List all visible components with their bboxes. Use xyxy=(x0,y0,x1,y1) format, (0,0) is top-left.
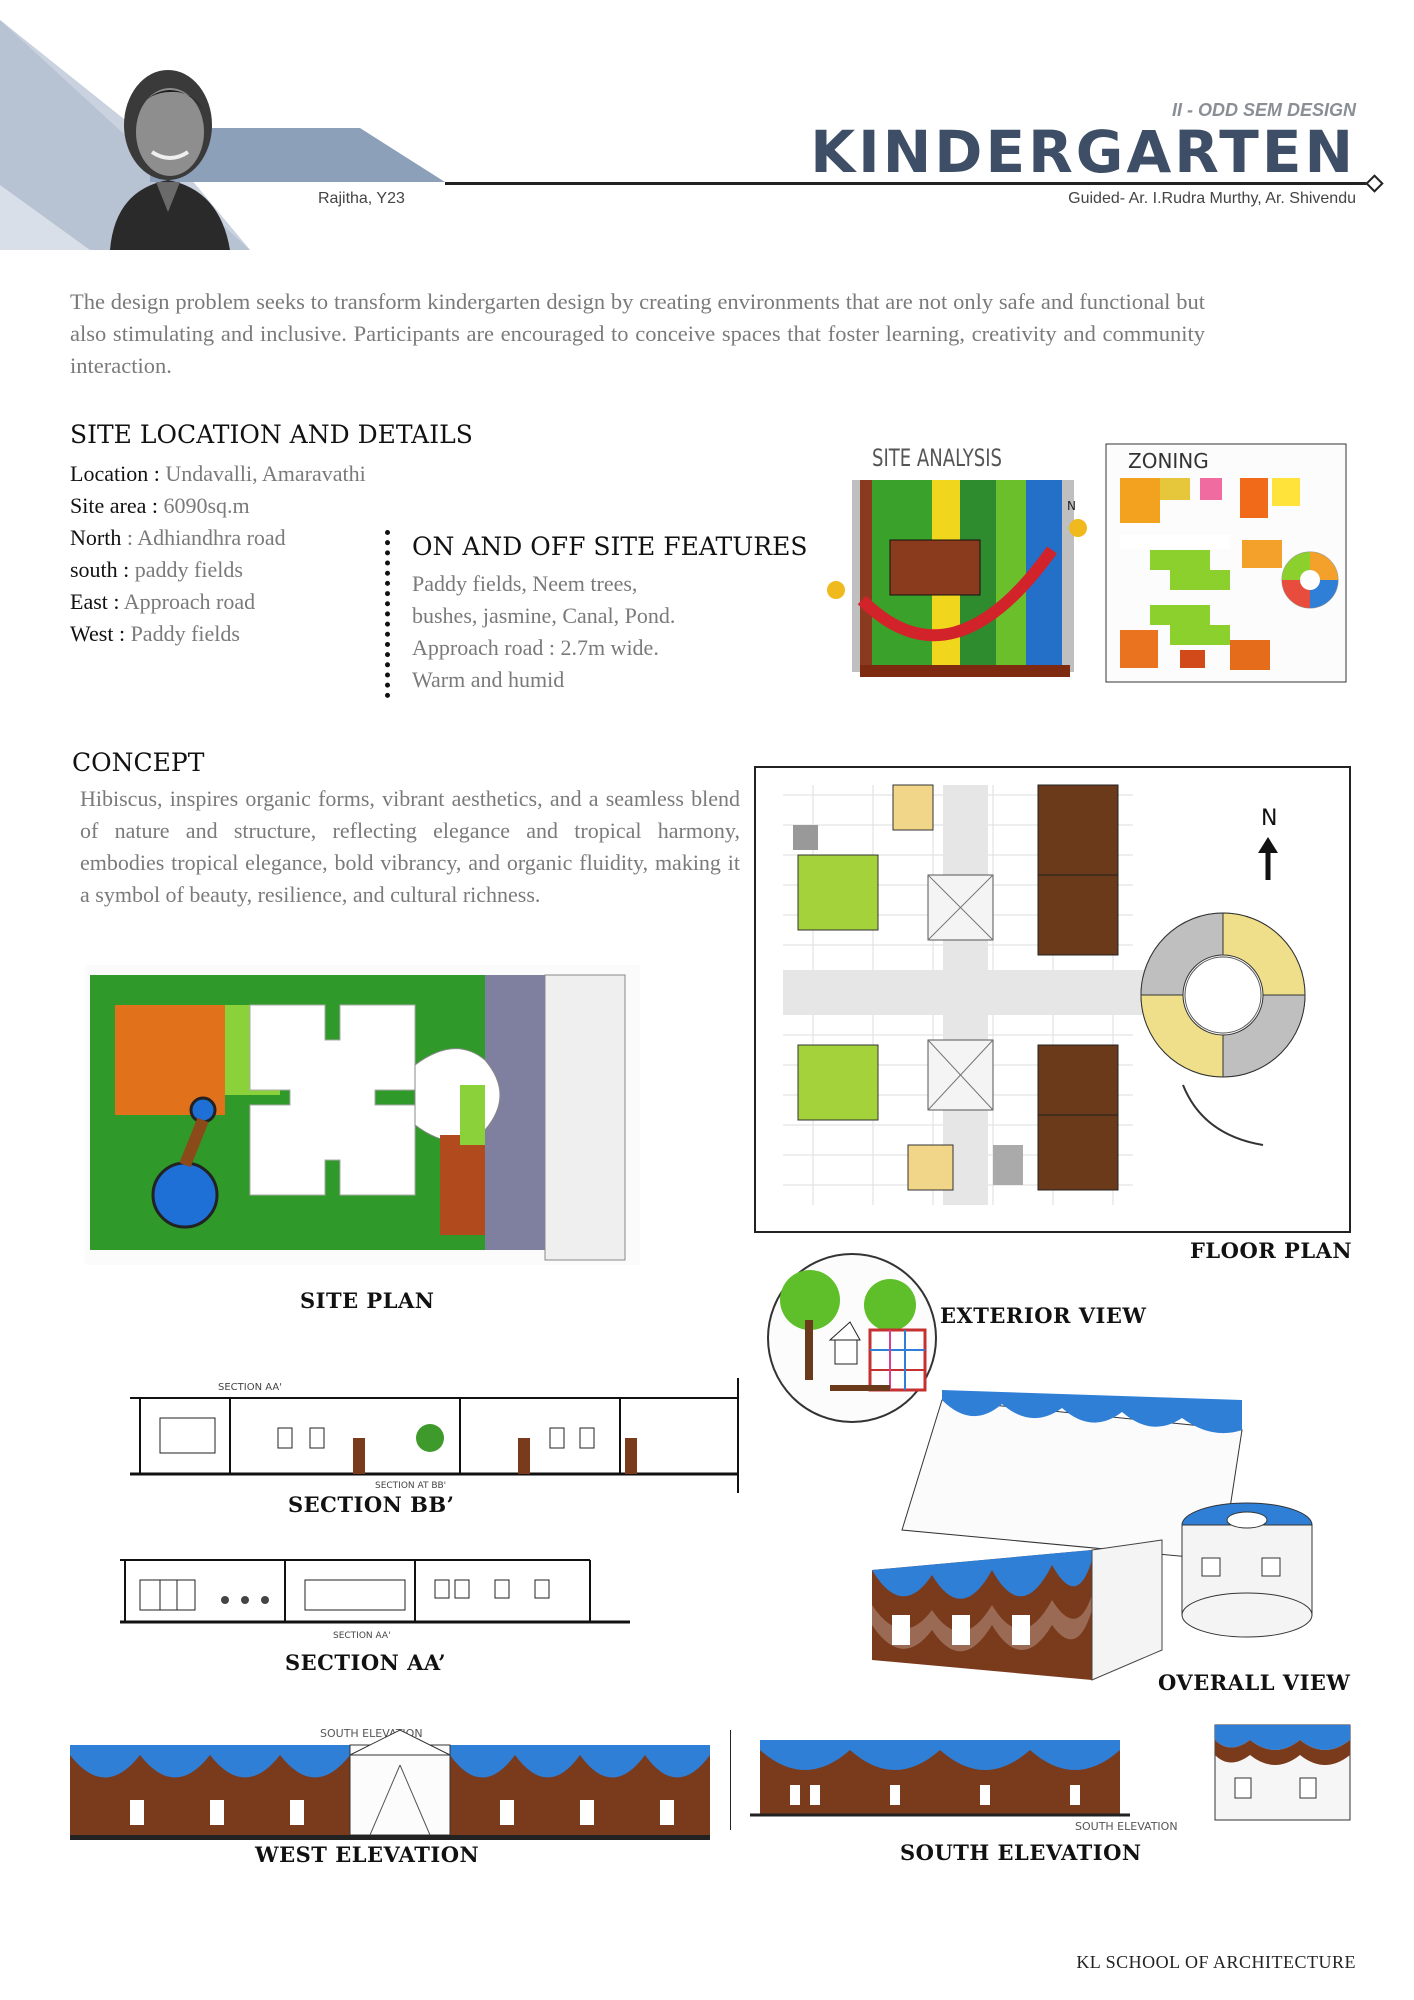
header-rule-end-marker xyxy=(1365,174,1383,192)
south-elevation-caption: SOUTH ELEVATION xyxy=(900,1840,1142,1865)
feature-line: Paddy fields, Neem trees, xyxy=(412,571,638,596)
site-row-value: Undavalli, Amaravathi xyxy=(159,461,366,486)
site-row-value: 6090sq.m xyxy=(157,493,250,518)
header-banner xyxy=(0,0,1414,250)
features-heading: ON AND OFF SITE FEATURES xyxy=(412,532,808,561)
sem-label: II - ODD SEM DESIGN xyxy=(1171,100,1356,120)
site-analysis-label: SITE ANALYSIS xyxy=(872,444,1002,472)
floor-plan-drawing xyxy=(753,765,1353,1235)
student-photo xyxy=(70,40,265,250)
site-row xyxy=(70,522,366,554)
south-elevation-drawing xyxy=(730,1720,1355,1840)
site-row-value: paddy fields xyxy=(129,557,243,582)
feature-line: bushes, jasmine, Canal, Pond. xyxy=(412,603,676,628)
intro-paragraph: The design problem seeks to transform kindergarten design by creating environments that are not only safe and functional but also stimulating and inclusive. Participants are encouraged to conceive spaces that foster learning, creativity and community interaction. xyxy=(70,289,1205,378)
svg-text:N: N xyxy=(1067,499,1076,513)
west-elevation-caption: WEST ELEVATION xyxy=(255,1842,480,1867)
south-elevation-hand-label: SOUTH ELEVATION xyxy=(1075,1820,1178,1833)
section-bb-drawing xyxy=(70,1378,740,1493)
west-elevation-hand-label: SOUTH ELEVATION xyxy=(320,1727,423,1740)
site-row-value: : Adhiandhra road xyxy=(121,525,286,550)
features-divider xyxy=(385,530,395,698)
overall-view-sketch xyxy=(862,1390,1347,1690)
site-row xyxy=(70,554,366,586)
site-row-key: Location : xyxy=(70,461,160,486)
site-row-key: West : xyxy=(70,621,126,646)
student-name: Rajitha, Y23 xyxy=(318,190,405,207)
site-row-key: Site area : xyxy=(70,493,158,518)
school-footer: KL SCHOOL OF ARCHITECTURE xyxy=(1076,1952,1356,1972)
site-row xyxy=(70,618,366,650)
section-bb-hand-label: SECTION AA' xyxy=(218,1382,282,1393)
site-row-value: Paddy fields xyxy=(125,621,240,646)
section-bb-caption: SECTION BB’ xyxy=(288,1492,455,1517)
zoning-sketch xyxy=(1100,440,1350,685)
feature-line: Warm and humid xyxy=(412,667,565,692)
section-aa-drawing xyxy=(115,1550,635,1645)
guides-line: Guided- Ar. I.Rudra Murthy, Ar. Shivendu xyxy=(1068,190,1356,207)
site-row-key: south : xyxy=(70,557,130,582)
section-aa-caption: SECTION AA’ xyxy=(285,1650,447,1675)
site-row-key: East : xyxy=(70,589,120,614)
west-elevation-drawing xyxy=(70,1725,710,1845)
feature-line: Approach road : 2.7m wide. xyxy=(412,635,659,660)
site-row xyxy=(70,490,366,522)
overall-view-caption: OVERALL VIEW xyxy=(1158,1670,1351,1695)
site-row xyxy=(70,586,366,618)
concept-heading: CONCEPT xyxy=(72,748,205,777)
features-list xyxy=(412,568,675,696)
site-row xyxy=(70,458,366,490)
floor-plan-caption: FLOOR PLAN xyxy=(1190,1238,1353,1263)
site-heading: SITE LOCATION AND DETAILS xyxy=(70,420,473,449)
site-analysis-sketch xyxy=(822,440,1092,685)
north-arrow-label: N xyxy=(1261,806,1278,831)
site-plan-drawing xyxy=(85,965,640,1265)
zoning-label: ZONING xyxy=(1128,449,1209,473)
section-aa-hand-label: SECTION AA' xyxy=(333,1631,391,1641)
site-details xyxy=(70,458,366,650)
site-plan-caption: SITE PLAN xyxy=(300,1288,435,1313)
site-row-key: North xyxy=(70,525,122,550)
section-at-bb-hand-label: SECTION AT BB' xyxy=(375,1481,447,1491)
exterior-view-caption: EXTERIOR VIEW xyxy=(940,1303,1147,1328)
site-row-value: Approach road xyxy=(119,589,256,614)
page-title: KINDERGARTEN xyxy=(810,118,1356,186)
concept-paragraph: Hibiscus, inspires organic forms, vibrant aesthetics, and a seamless blend of nature and structure, reflecting elegance and tropical harmony, embodies tropical elegance, bold vibrancy, and organic fluidity, making it a symbol of beauty, resilience, and cultural richness. xyxy=(80,786,740,907)
